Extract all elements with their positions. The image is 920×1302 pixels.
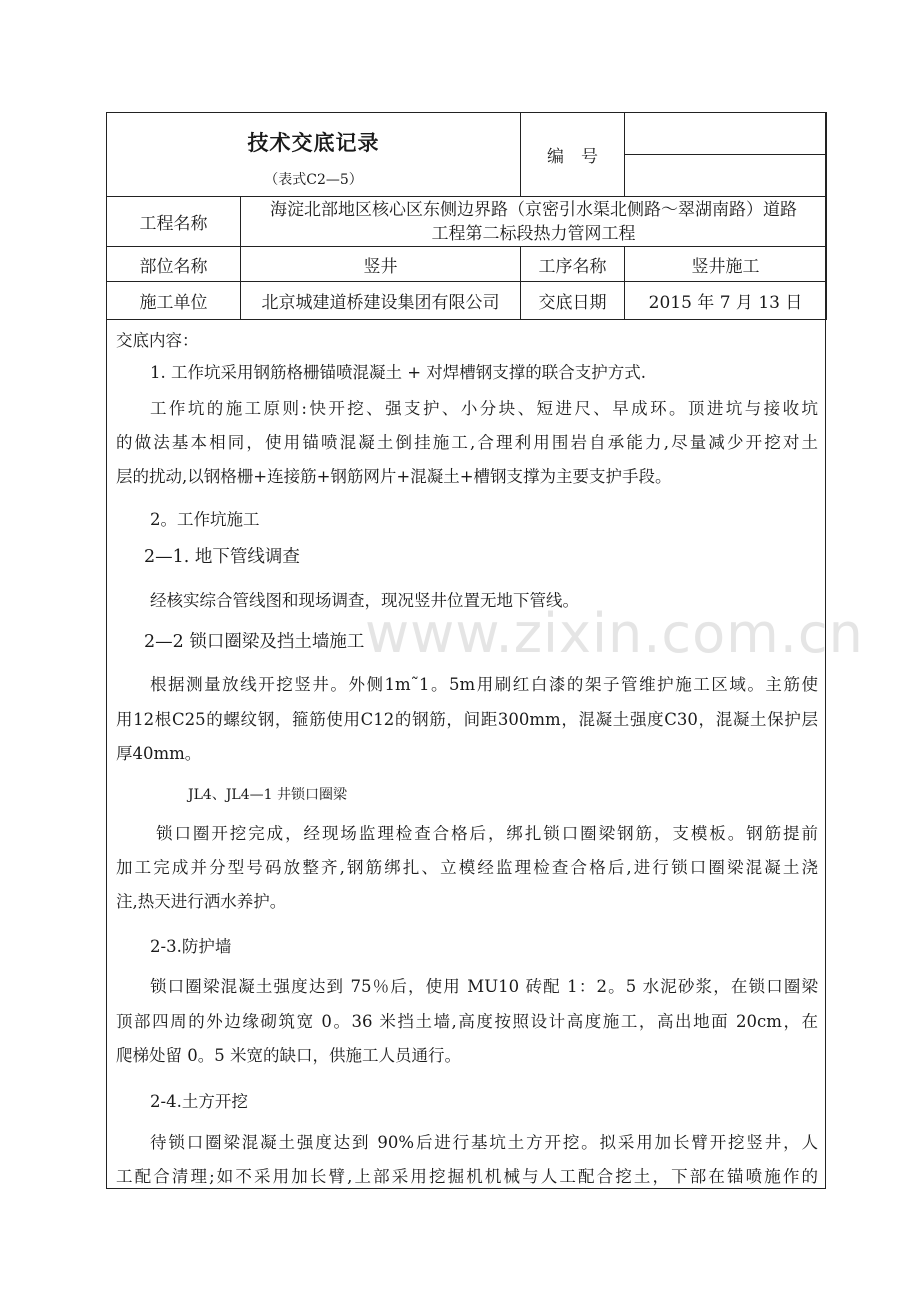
item-1: 1. 工作坑采用钢筋格栅锚喷混凝土 + 对焊槽钢支撑的联合支护方式. <box>150 363 647 382</box>
unit-label: 施工单位 <box>107 282 241 320</box>
section-2-2-line-1: 根据测量放线开挖竖井。外侧1m˜1。5m用刷红白漆的架子管维护施工区域。主筋使 <box>150 675 818 694</box>
project-value <box>241 197 827 247</box>
project-label: 工程名称 <box>107 197 241 247</box>
date-label: 交底日期 <box>521 282 625 320</box>
form-code: （表式C2—5） <box>264 171 363 188</box>
principle-line-2: 的做法基本相同，使用锚喷混凝土倒挂施工,合理利用围岩自承能力,尽量减少开挖对土 <box>116 433 818 452</box>
section-2-4-heading: 2-4.土方开挖 <box>150 1092 248 1111</box>
project-value-line2: 工程第二标段热力管网工程 <box>431 223 636 244</box>
part-value: 竖井 <box>241 247 521 282</box>
project-value-line1: 海淀北部地区核心区东侧边界路（京密引水渠北侧路～翠湖南路）道路 <box>270 199 797 220</box>
jl-caption: JL4、JL4—1 井锁口圈梁 <box>188 787 347 803</box>
number-value-2 <box>625 155 827 197</box>
section-2-3-line-3: 爬梯处留 0。5 米宽的缺口，供施工人员通行。 <box>116 1046 461 1065</box>
part-label: 部位名称 <box>107 247 241 282</box>
section-2-2-para2-line-2: 加工完成并分型号码放整齐,钢筋绑扎、立模经监理检查合格后,进行锁口圈梁混凝土浇 <box>116 858 818 877</box>
date-value: 2015 年 7 月 13 日 <box>625 282 827 320</box>
section-2-2-heading: 2—2 锁口圈梁及挡土墙施工 <box>144 632 365 652</box>
process-value: 竖井施工 <box>625 247 827 282</box>
unit-value: 北京城建道桥建设集团有限公司 <box>241 282 521 320</box>
section-2-3-heading: 2-3.防护墙 <box>150 937 232 956</box>
title-cell <box>107 113 521 197</box>
principle-line-1: 工作坑的施工原则:快开挖、强支护、小分块、短进尺、早成环。顶进坑与接收坑 <box>150 399 818 418</box>
section-2-2-line-2: 用12根C25的螺纹钢，箍筋使用C12的钢筋，间距300mm，混凝土强度C30，混凝土保护层 <box>116 710 818 729</box>
section-2-1-heading: 2—1. 地下管线调查 <box>144 547 300 567</box>
section-2-3-line-1: 锁口圈梁混凝土强度达到 75％后，使用 MU10 砖配 1：2。5 水泥砂浆，在锁口圈梁 <box>150 977 818 996</box>
number-value-1 <box>625 113 827 155</box>
page-title: 技术交底记录 <box>247 129 380 155</box>
section-2-2-para2-line-3: 注,热天进行洒水养护。 <box>116 892 287 911</box>
process-label: 工序名称 <box>521 247 625 282</box>
header-table <box>106 112 827 320</box>
principle-line-3: 层的扰动,以钢格栅+连接筋+钢筋网片+混凝土+槽钢支撑为主要支护手段。 <box>116 467 672 486</box>
section-2-2-line-3: 厚40mm。 <box>116 744 202 763</box>
number-label: 编 号 <box>521 113 625 197</box>
content-section <box>106 321 826 1189</box>
watermark: www.zixin.com.cn <box>365 602 864 665</box>
section-2-4-line-2: 工配合清理;如不采用加长臂,上部采用挖掘机机械与人工配合挖土，下部在锚喷施作的 <box>116 1167 818 1186</box>
section-2-4-line-1: 待锁口圈梁混凝土强度达到 90%后进行基坑土方开挖。拟采用加长臂开挖竖井，人 <box>150 1133 818 1152</box>
section-2-2-para2-line-1: 锁口圈开挖完成，经现场监理检查合格后，绑扎锁口圈梁钢筋，支模板。钢筋提前 <box>156 824 818 843</box>
section-2-1-text: 经核实综合管线图和现场调查，现况竖井位置无地下管线。 <box>150 591 579 610</box>
item-2: 2。工作坑施工 <box>150 510 260 529</box>
content-label: 交底内容： <box>116 331 199 350</box>
section-2-3-line-2: 顶部四周的外边缘砌筑宽 0。36 米挡土墙,高度按照设计高度施工，高出地面 20cm，在 <box>116 1012 818 1031</box>
